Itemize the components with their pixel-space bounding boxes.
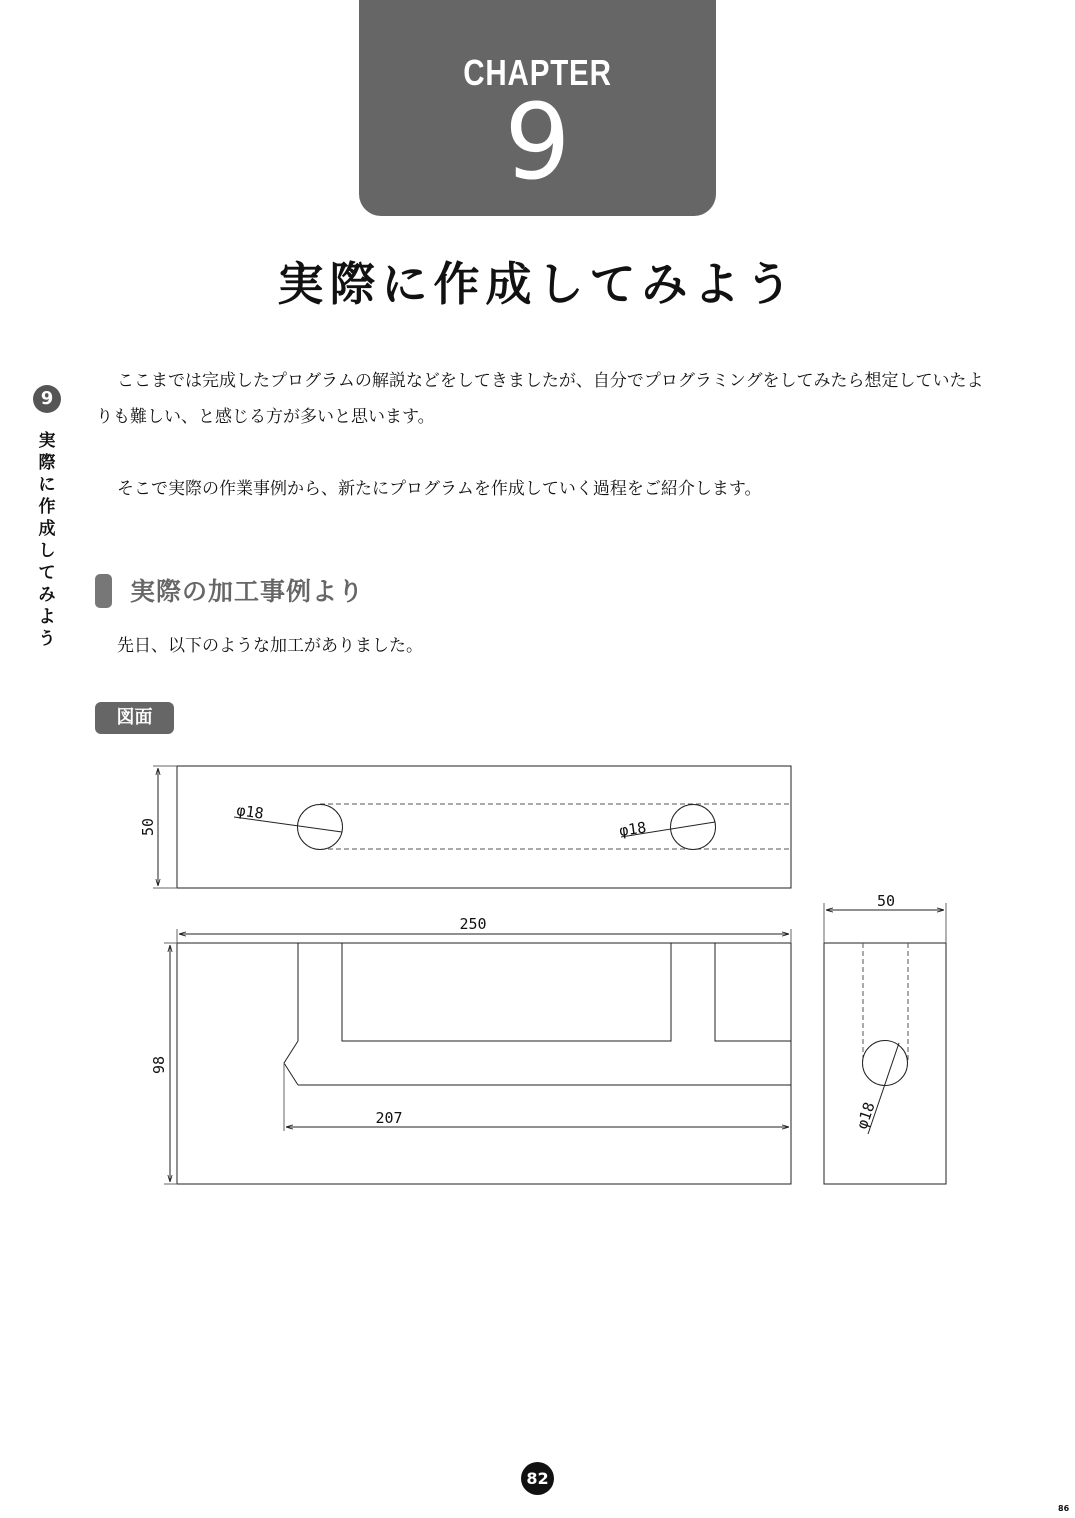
chapter-number: 9 bbox=[504, 81, 571, 203]
dim-label-top-height: 50 bbox=[139, 817, 157, 837]
dim-label-side-hole: φ18 bbox=[852, 1099, 879, 1132]
sheet-number: 86 bbox=[1058, 1504, 1070, 1513]
dim-label-front-width: 250 bbox=[459, 915, 487, 933]
chapter-label: CHAPTER bbox=[463, 52, 612, 93]
figure-label: 図面 bbox=[95, 702, 174, 734]
dim-label-hole-right: φ18 bbox=[618, 818, 648, 840]
side-view-hole bbox=[863, 1041, 908, 1086]
dim-label-front-height: 98 bbox=[150, 1055, 168, 1075]
sidebar-chapter-number: 9 bbox=[33, 385, 61, 413]
dim-label-side-width: 50 bbox=[876, 892, 896, 910]
intro-paragraph-2: そこで実際の作業事例から、新たにプログラムを作成していく過程をご紹介します。 bbox=[117, 479, 762, 499]
dim-label-slot-length: 207 bbox=[375, 1109, 403, 1127]
top-view-hole-right bbox=[671, 805, 716, 850]
sidebar-chapter-title: 実際に作成してみよう bbox=[38, 431, 56, 649]
page-number: 82 bbox=[521, 1462, 554, 1495]
dim-label-hole-left: φ18 bbox=[235, 801, 265, 823]
front-view-outline bbox=[177, 943, 791, 1184]
page-title: 実際に作成してみよう bbox=[277, 257, 798, 311]
section-text: 先日、以下のような加工がありました。 bbox=[117, 636, 423, 656]
section-title: 実際の加工事例より bbox=[130, 577, 365, 606]
intro-paragraph-1: ここまでは完成したプログラムの解説などをしてきましたが、自分でプログラミングをしてみたら想定していたよりも難しい、と感じる方が多いと思います。 bbox=[96, 371, 984, 427]
